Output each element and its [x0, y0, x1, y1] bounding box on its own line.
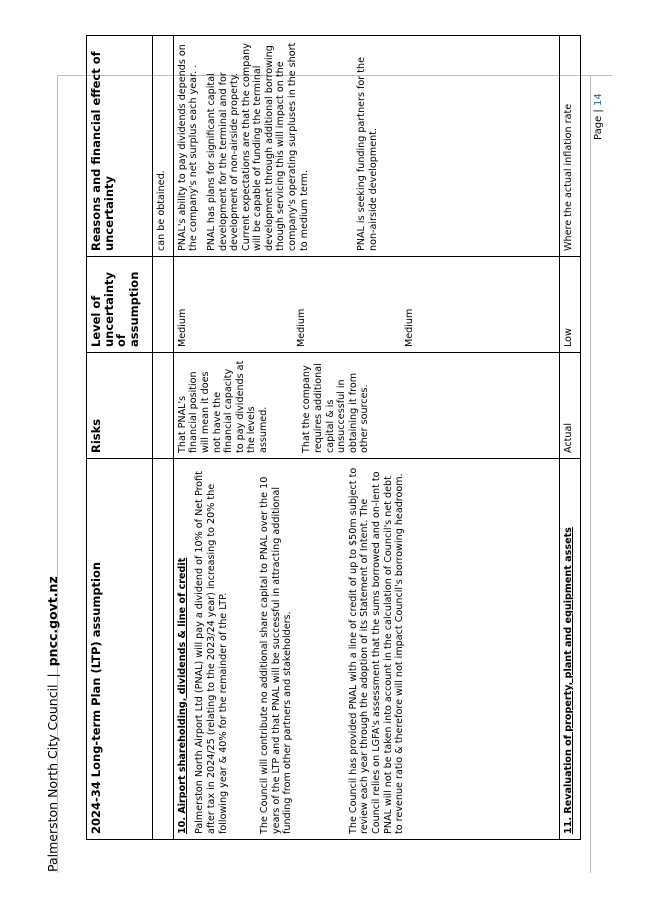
- section11-title-cell: [559, 459, 580, 840]
- header-assumption: 2024-34 Long-term Plan (LTP) assumption: [87, 459, 153, 840]
- footer-site: pncc.govt.nz: [45, 576, 60, 667]
- spacer: [194, 262, 296, 347]
- page-label: Page: [593, 115, 604, 140]
- section10-risk-cell: [173, 353, 559, 459]
- assumptions-table-wrapper: [86, 42, 581, 840]
- carry-over-row: [152, 36, 173, 840]
- right-rule: [590, 75, 591, 873]
- section10-risk-1: That PNAL's financial position will mean it does not have the financial capacity to pay dividends at the levels assumed.: [176, 360, 269, 453]
- section11-level: Low: [559, 257, 580, 353]
- section10-level-1: Medium: [176, 308, 188, 347]
- section10-level-3: Medium: [403, 308, 415, 347]
- section10-level-cell: [173, 257, 559, 353]
- section10-reason-cell: [173, 36, 559, 257]
- footer-org: Palmerston North City Council: [45, 684, 60, 872]
- carry-over-reason: can be obtained.: [152, 36, 173, 257]
- page-separator: |: [593, 109, 604, 113]
- footer-text: [45, 0, 85, 872]
- section11-title: 11. Revaluation of property, plant and equipment assets: [562, 527, 574, 834]
- carry-over-risk: [152, 353, 173, 459]
- section10-assumption-3: The Council has provided PNAL with a line of credit of up to $50m subject to review each year through the adoption of its Statement of Intent. The Council relies on LGFA's assessment that the sums borrowed and on-lent to PNAL will not be taken into account in the calculation of Council's net debt to revenue ratio & therefore will not impact Council's borrowing headroom.: [347, 467, 406, 834]
- section10-assumption-cell: [173, 459, 559, 840]
- section10-reason-1b: PNAL has plans for significant capital development for the terminal and for development of non-airside property.: [205, 72, 241, 251]
- spacer: [235, 464, 259, 834]
- header-risks: Risks: [87, 353, 153, 459]
- carry-over-assumption: [152, 459, 173, 840]
- page-number: 14: [593, 93, 604, 107]
- spacer: [316, 41, 356, 251]
- spacer: [300, 464, 348, 834]
- section10-reason-2: Current expectations are that the company will be capable of funding the terminal development through additional borrowing though servicing this will impact on the company's operating surpluses in the short to medium term.: [240, 42, 310, 251]
- section10-assumption-2: The Council will contribute no additional share capital to PNAL over the 10 years of the LTP and that PNAL will be successful in attracting additional funding from other partners and stakeholders.: [259, 476, 294, 834]
- section10-row: [173, 36, 559, 840]
- assumptions-table: [86, 35, 581, 840]
- page-number-text: [592, 70, 608, 140]
- section10-level-2: Medium: [296, 308, 308, 347]
- section11-row: [559, 36, 580, 840]
- section11-risk: Actual: [559, 353, 580, 459]
- carry-over-level: [152, 257, 173, 353]
- spacer: [275, 358, 301, 453]
- footer-separator: |: [45, 673, 60, 678]
- spacer: [314, 262, 404, 347]
- section10-assumption-1: Palmerston North Airport Ltd (PNAL) will pay a dividend of 10% of Net Profit after tax in 2024/25 (relating to the 2023/24 year) increasing to 20% the following year & 40% for the remainder of the LTP.: [194, 471, 229, 834]
- section10-risk-2: That the company requires additional capital & is unsuccessful in obtaining it from other sources.: [301, 363, 371, 453]
- header-uncertainty: Level of uncertainty of assumption: [87, 257, 153, 353]
- header-reasons: Reasons and financial effect of uncertainty: [87, 36, 153, 257]
- section10-reason-3: PNAL is seeking funding partners for the non-airside development.: [356, 56, 379, 251]
- section10-reason-1a: PNAL's ability to pay dividends depends on the company's net surplus each year. .: [176, 44, 200, 251]
- header-row: [87, 36, 153, 840]
- section11-reason: Where the actual inflation rate: [559, 36, 580, 257]
- section10-title: 10. Airport shareholding, dividends & line of credit: [176, 557, 188, 834]
